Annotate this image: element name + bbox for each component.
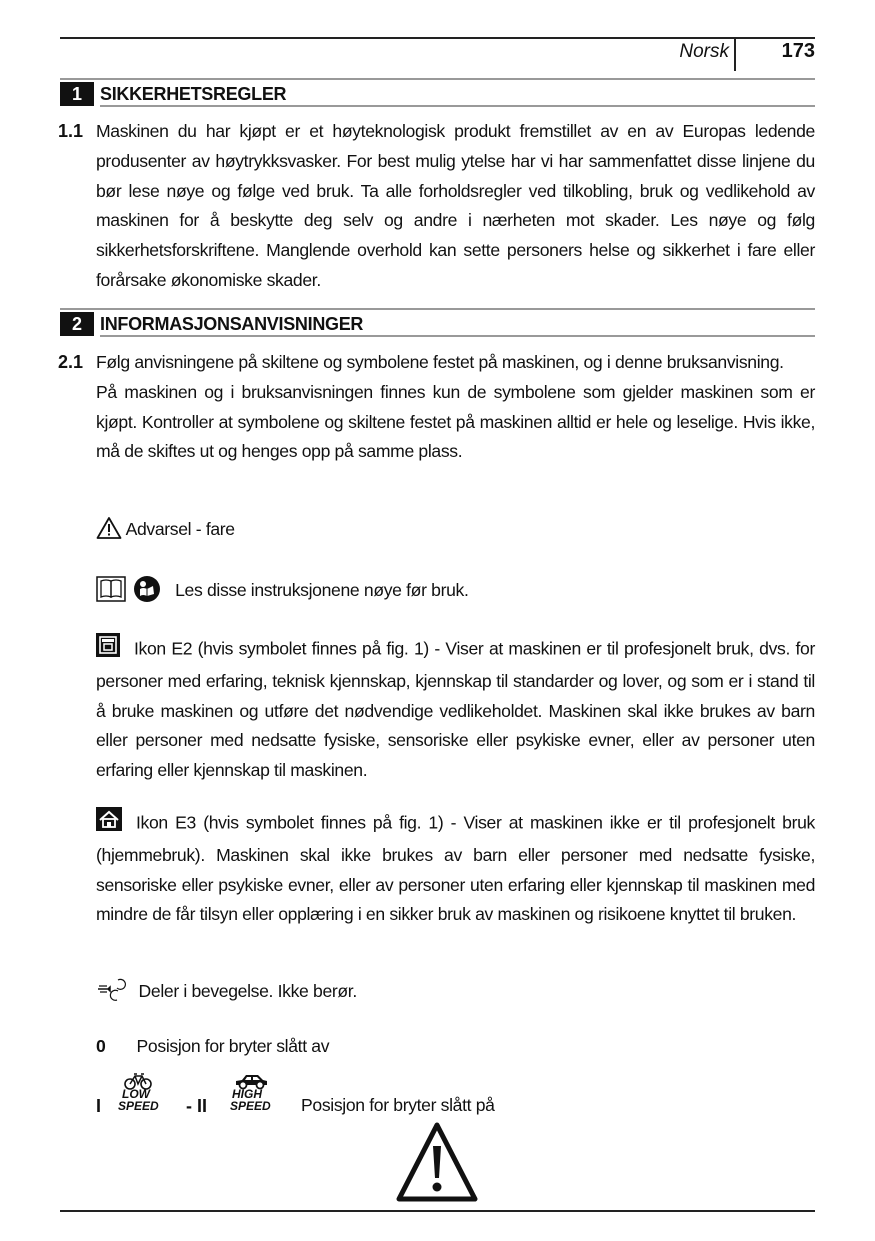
section-2-title: INFORMASJONSANVISNINGER: [100, 312, 815, 337]
section-2-top-rule: [60, 308, 815, 310]
low-speed-label-2: SPEED: [118, 1099, 159, 1113]
read-manual-text: Les disse instruksjonene nøye før bruk.: [175, 580, 469, 601]
para-2-1-text-a: Følg anvisningene på skiltene og symbolene festet på maskinen, og i denne bruksanvisning.: [96, 352, 784, 372]
switch-off-text: Posisjon for bryter slått av: [136, 1036, 330, 1056]
read-instructions-icon: [133, 575, 161, 608]
para-1-1: [96, 117, 815, 296]
section-1-top-rule: [60, 78, 815, 80]
header-rule: [60, 37, 815, 39]
header-language: Norsk: [679, 41, 729, 62]
high-speed-label-2: SPEED: [230, 1099, 271, 1113]
header-divider: [734, 38, 736, 71]
switch-off-line: [96, 1036, 329, 1057]
para-2-1-number: 2.1: [58, 352, 84, 372]
para-1-1-number: 1.1: [58, 121, 84, 141]
switch-on-text: Posisjon for bryter slått på: [301, 1095, 495, 1115]
e3-paragraph: [96, 807, 815, 930]
moving-parts-icon: [96, 977, 128, 1008]
e3-text: Ikon E3 (hvis symbolet finnes på fig. 1) - Viser at maskinen ikke er til profesjonelt bruk (hjemmebruk). Maskinen skal ikke brukes av barn eller personer med nedsatte fysiske, sensoriske eller psykiske evner, eller av personer uten erfaring eller kjennskap til maskinen med mindre de får tilsyn eller opplæring i en sikker bruk av maskinen og risikoene knyttet til bruken.: [96, 812, 815, 925]
high-speed-label-1: HIGH: [232, 1087, 262, 1101]
switch-separator: - II: [186, 1096, 207, 1116]
e2-text: Ikon E2 (hvis symbolet finnes på fig. 1) - Viser at maskinen er til profesjonelt bruk, dvs. for personer med erfaring, teknisk kjennskap, kjennskap til standarder og lover, og som er i stand til å bruke maskinen og utføre det nødvendige vedlikeholdet. Maskinen skal ikke brukes av barn eller personer med nedsatte fysiske, sensoriske eller psykiske evner, eller av personer uten erfaring eller kjennskap til maskinen.: [96, 638, 815, 781]
switch-off-symbol: 0: [96, 1036, 106, 1056]
para-2-1: [96, 348, 815, 467]
para-1-1-text: Maskinen du har kjøpt er et høyteknologisk produkt fremstillet av en av Europas ledende produsenter av høytrykksvasker. For best mulig ytelse har vi har sammenfattet disse linjene du bør lese nøye og følge ved bruk. Ta alle forholdsregler ved tilkobling, bruk og vedlikehold av maskinen for å beskytte deg selv og andre i nærheten mot skader. Les nøye og følg sikkerhetsforskriftene. Manglende overhold kan sette personers helse og sikkerhet i fare eller forårsake økonomiske skader.: [96, 121, 815, 290]
section-2-number: 2: [60, 312, 94, 336]
manual-book-icon: [96, 576, 126, 607]
section-2-heading: [60, 312, 815, 336]
home-use-icon: [96, 807, 122, 841]
section-1-number: 1: [60, 82, 94, 106]
low-speed-label-1: LOW: [122, 1087, 150, 1101]
page-number: 173: [781, 40, 815, 62]
para-2-1-text-b: På maskinen og i bruksanvisningen finnes kun de symbolene som gjelder maskinen som er kjøpt. Kontroller at symbolene og skiltene festet på maskinen alltid er hele og leselige. Hvis ikke, må de skiftes ut og henges opp på samme plass.: [96, 381, 815, 462]
warning-symbol-line: [96, 516, 235, 545]
warning-triangle-icon: [96, 516, 122, 545]
e2-paragraph: [96, 633, 815, 786]
moving-parts-line: [96, 977, 357, 1008]
moving-parts-text: Deler i bevegelse. Ikke berør.: [138, 981, 357, 1002]
switch-low-symbol: I: [96, 1096, 102, 1116]
section-1-heading: [60, 82, 815, 106]
switch-on-line: [96, 1072, 596, 1122]
read-manual-line: [96, 575, 469, 608]
professional-use-icon: [96, 633, 120, 667]
footer-rule: [60, 1210, 815, 1212]
warning-text: Advarsel - fare: [125, 519, 235, 540]
large-warning-icon: [396, 1122, 478, 1207]
section-1-title: SIKKERHETSREGLER: [100, 82, 815, 107]
